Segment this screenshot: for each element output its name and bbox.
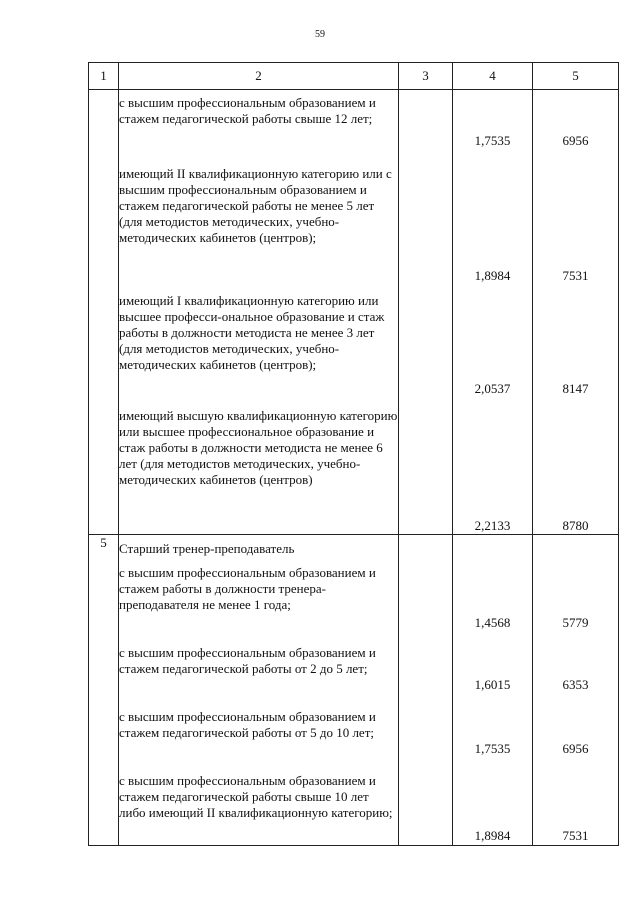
salary-value: 7531 [562,828,589,843]
column-header-1: 1 [89,63,119,90]
list-item: с высшим профессиональным образованием и стажем работы в должности тренера-преподавателя не менее 1 года; [119,565,376,612]
list-item: имеющий высшую квалификационную категорию или высшее профессиональное образование и стаж работы в должности методиста не менее 6 лет (для методистов методических, учебно-методических кабинетов (центров) [119,408,398,487]
salary-cell [533,535,619,846]
table-row [89,535,619,846]
salary-table [88,62,619,846]
salary-value: 6956 [562,741,589,756]
row-number: 5 [89,535,119,846]
list-item: имеющий II квалификационную категорию или с высшим профессиональным образованием и стажем педагогической работы не менее 5 лет (для методистов методических, учебно-методических кабинетов (центров); [119,166,392,245]
column-3-cell [399,90,453,535]
list-item: с высшим профессиональным образованием и стажем педагогической работы свыше 12 лет; [119,95,376,126]
coefficient-value: 2,0537 [474,381,511,396]
page-number: 59 [315,29,325,40]
column-header-4: 4 [453,63,533,90]
coefficient-value: 1,6015 [474,677,511,692]
list-item: имеющий I квалификационную категорию или высшее професси-ональное образование и стаж работы в должности методиста не менее 3 лет (для методистов методических, учебно-методических кабинетов (центров); [119,293,385,372]
salary-value: 6353 [562,677,589,692]
salary-value: 8147 [562,381,589,396]
position-description [119,535,399,846]
position-title: Старший тренер-преподаватель [119,541,295,556]
coefficient-value: 1,4568 [474,615,511,630]
salary-value: 8780 [562,518,589,533]
coefficient-cell [453,90,533,535]
salary-cell [533,90,619,535]
column-header-3: 3 [399,63,453,90]
table-header-row [89,63,619,90]
list-item: с высшим профессиональным образованием и стажем педагогической работы от 5 до 10 лет; [119,709,376,740]
coefficient-value: 1,8984 [474,828,511,843]
salary-value: 6956 [562,133,589,148]
column-header-5: 5 [533,63,619,90]
coefficient-value: 1,7535 [474,741,511,756]
column-header-2: 2 [119,63,399,90]
coefficient-value: 1,7535 [474,133,511,148]
column-3-cell [399,535,453,846]
table-row [89,90,619,535]
salary-value: 5779 [562,615,589,630]
salary-value: 7531 [562,268,589,283]
list-item: с высшим профессиональным образованием и стажем педагогической работы свыше 10 лет либо имеющий II квалификационную категорию; [119,773,393,820]
coefficient-value: 2,2133 [474,518,511,533]
coefficient-cell [453,535,533,846]
coefficient-value: 1,8984 [474,268,511,283]
list-item: с высшим профессиональным образованием и стажем педагогической работы от 2 до 5 лет; [119,645,376,676]
row-number [89,90,119,535]
position-description [119,90,399,535]
